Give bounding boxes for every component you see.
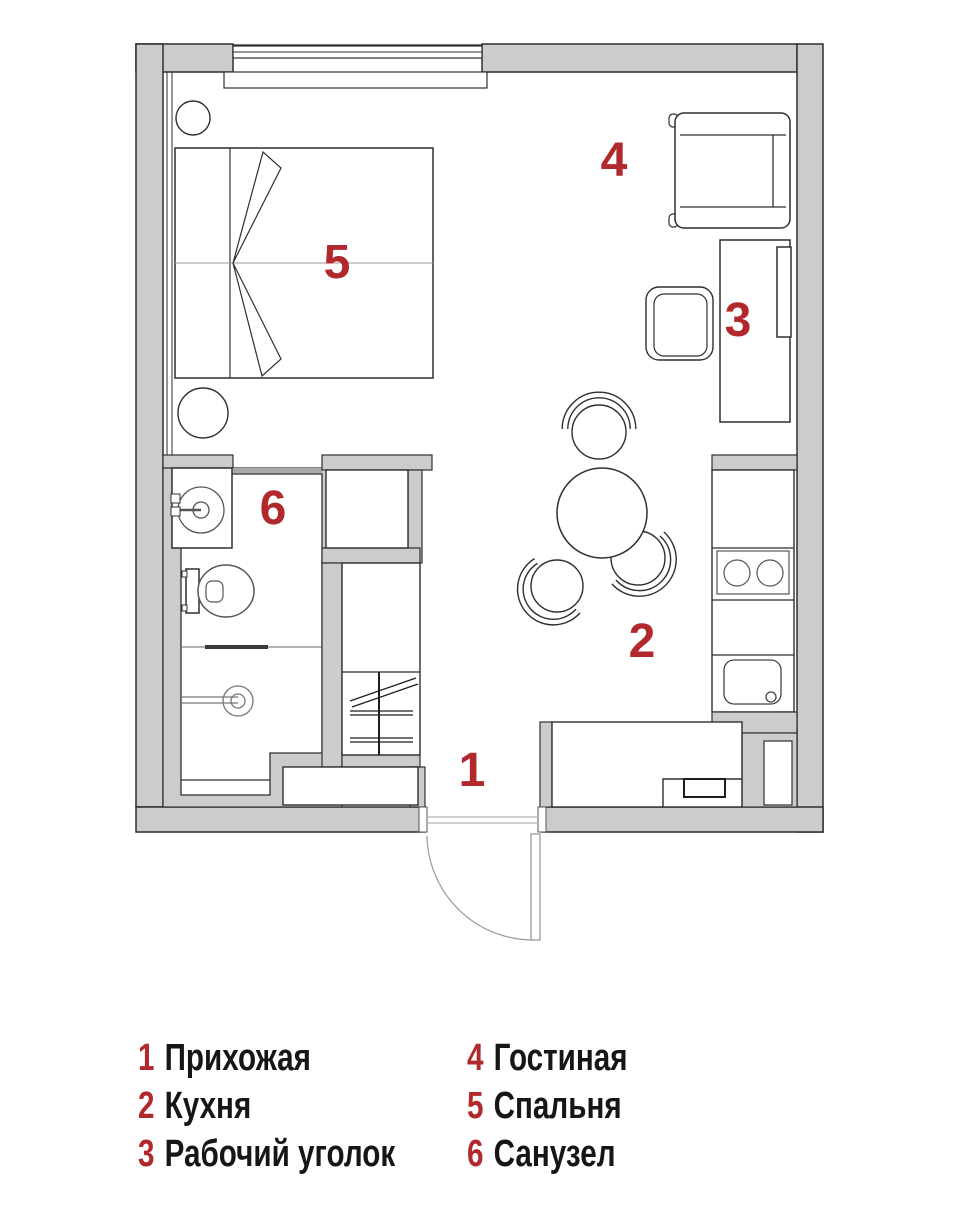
- column-top-wall: [322, 455, 432, 470]
- legend-label: Гостиная: [493, 1037, 628, 1079]
- toilet-icon: [182, 565, 254, 617]
- legend-num: 2: [138, 1085, 155, 1127]
- legend-item-hallway: [138, 1034, 395, 1082]
- legend-label: Кухня: [164, 1085, 252, 1127]
- legend-item-work-corner: [138, 1130, 395, 1178]
- room-label-work-corner: 3: [724, 294, 752, 347]
- legend-column-right: [467, 1034, 673, 1178]
- storage-shelf: [283, 767, 418, 805]
- dining-table: [557, 468, 647, 558]
- window: [224, 45, 487, 88]
- column-left-wall: [322, 563, 342, 767]
- dining-chair-top: [565, 395, 633, 459]
- wall-top-right: [482, 44, 797, 72]
- legend-label: Рабочий уголок: [164, 1133, 396, 1175]
- washer-niche: [326, 470, 408, 548]
- kitchen-sink-icon: [724, 660, 781, 704]
- legend-column-left: [138, 1034, 468, 1178]
- legend-num: 5: [467, 1085, 484, 1127]
- legend-item-kitchen: [138, 1082, 395, 1130]
- legend-num: 4: [467, 1037, 484, 1079]
- legend-item-bedroom: [467, 1082, 628, 1130]
- column-mid-wall: [322, 548, 420, 563]
- door-swing-arc: [427, 836, 533, 940]
- room-label-bathroom: 6: [259, 482, 287, 535]
- entry-door-icon: [419, 807, 546, 940]
- door-leaf: [531, 834, 540, 940]
- monitor-icon: [777, 247, 791, 337]
- dining-chair-left: [520, 560, 583, 622]
- room-label-living: 4: [600, 134, 628, 187]
- bathroom-sink-icon: [171, 468, 232, 548]
- legend-num: 3: [138, 1133, 155, 1175]
- legend-label: Прихожая: [164, 1037, 311, 1079]
- dining-set: [520, 395, 673, 622]
- desk-chair-icon: [646, 287, 713, 360]
- bathroom: [163, 455, 342, 807]
- cabinet-bench: [684, 779, 725, 797]
- bathroom-top-wall: [163, 455, 233, 468]
- room-label-bedroom: 5: [323, 236, 351, 289]
- wardrobe-icon: [342, 563, 420, 755]
- wall-left: [136, 44, 163, 807]
- wall-right: [797, 44, 823, 832]
- nightstand-bottom: [178, 388, 228, 438]
- column-bottom-wall: [342, 755, 420, 767]
- bathroom-door-lintel: [233, 468, 322, 473]
- legend-item-living: [467, 1034, 628, 1082]
- wall-bottom-right: [542, 807, 823, 832]
- bed-icon: [175, 148, 433, 378]
- room-label-kitchen: 2: [628, 615, 656, 668]
- living-area: [646, 113, 791, 422]
- legend-item-bathroom: [467, 1130, 628, 1178]
- legend-num: 6: [467, 1133, 484, 1175]
- cooktop-icon: [717, 551, 789, 594]
- bedroom: [167, 72, 433, 455]
- nightstand-top: [176, 101, 210, 135]
- wall-bottom-left: [136, 807, 425, 832]
- window-sill: [224, 72, 487, 88]
- legend-num: 1: [138, 1037, 155, 1079]
- legend-label: Спальня: [493, 1085, 622, 1127]
- hall-niche: [764, 741, 792, 805]
- legend-label: Санузел: [493, 1133, 616, 1175]
- kitchen-top-wall: [712, 455, 797, 470]
- cabinet-side-wall: [540, 722, 552, 807]
- sofa-icon: [669, 113, 790, 228]
- room-label-hallway: 1: [458, 744, 486, 797]
